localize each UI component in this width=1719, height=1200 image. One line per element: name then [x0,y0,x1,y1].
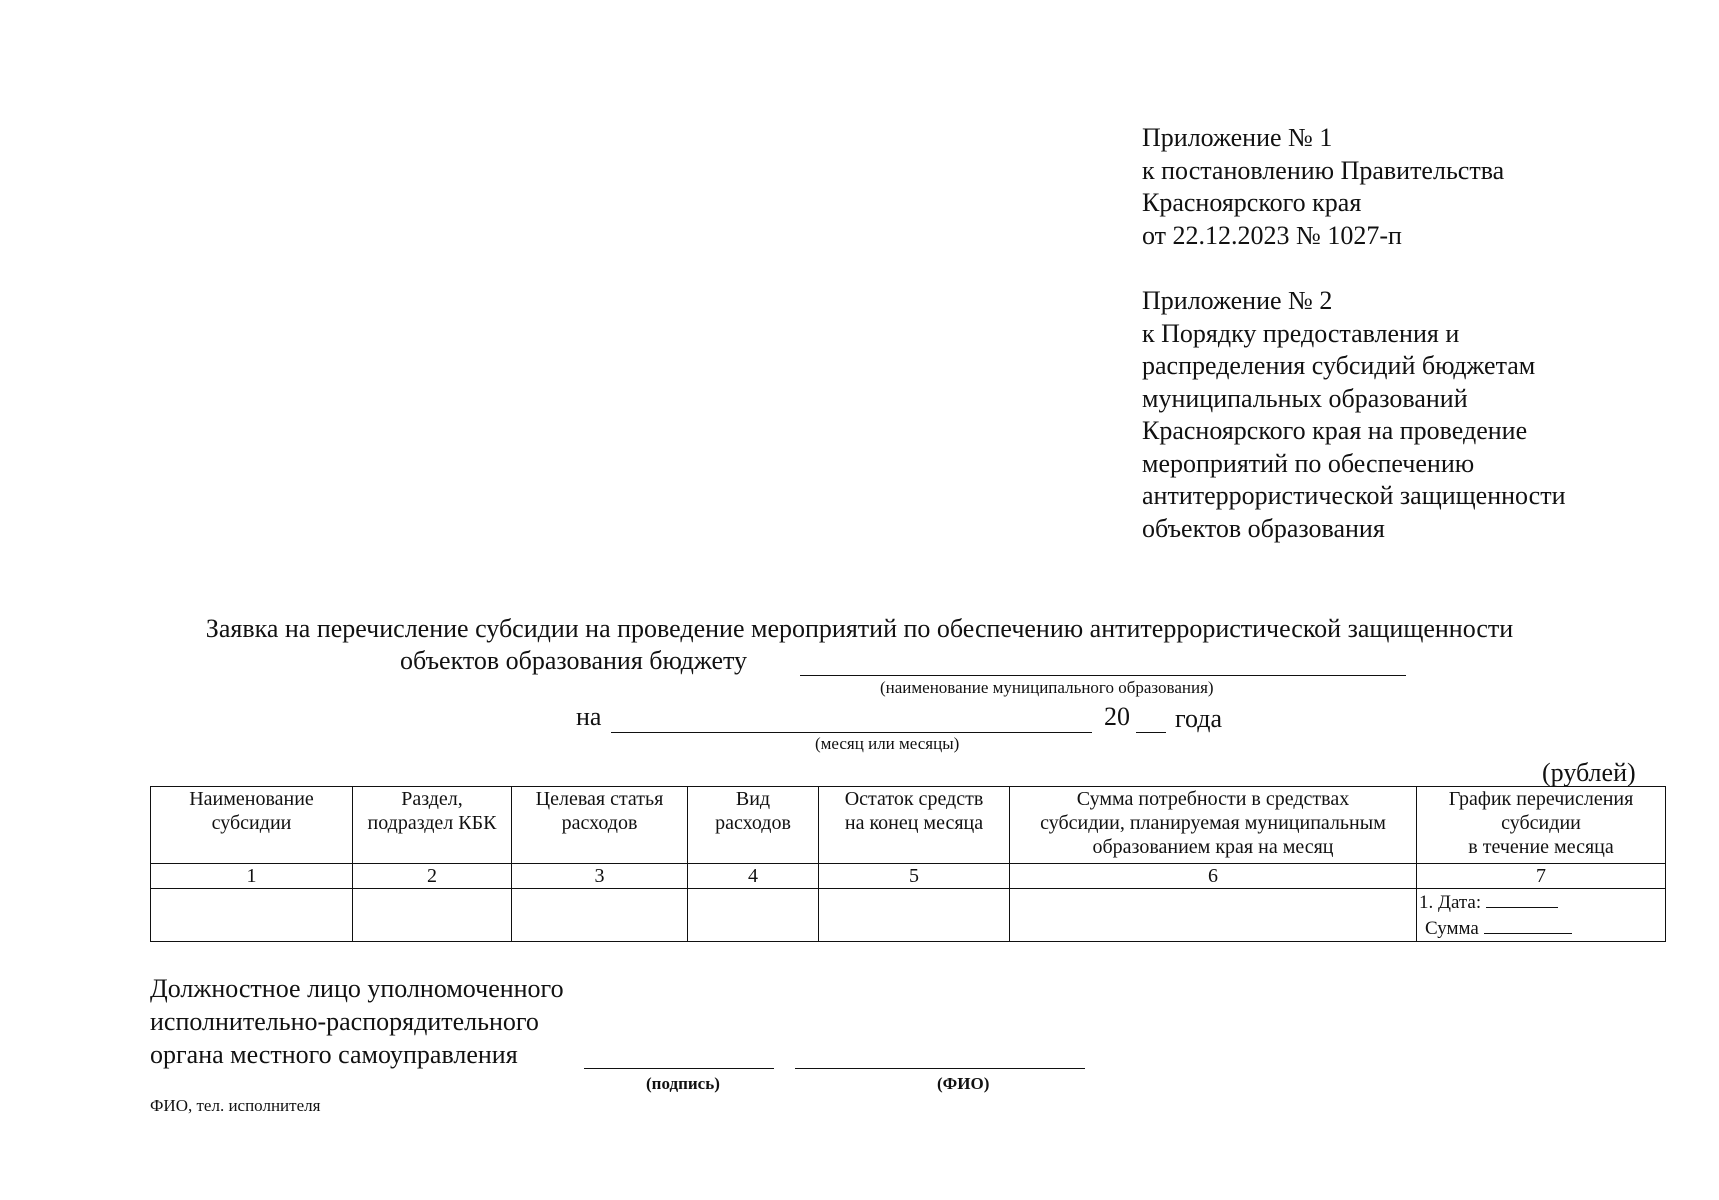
schedule-sum-field[interactable] [1484,915,1572,934]
header-demand-sum: Сумма потребности в средствах субсидии, планируемая муниципальным образованием края на месяц [1010,787,1417,864]
appendix-2-line: мероприятий по обеспечению [1142,448,1475,478]
appendix-2-line: Красноярского края на проведение [1142,416,1528,445]
column-number: 2 [353,864,512,889]
header-target-article: Целевая статья расходов [512,787,688,864]
appendix-2-line: объектов образования [1142,513,1385,543]
appendix-2-line: Приложение № 2 [1142,286,1333,315]
column-number: 1 [151,864,353,889]
schedule-date-field[interactable] [1486,889,1558,908]
schedule-date-label: 1. Дата: [1419,892,1482,913]
period-prefix: на [576,702,602,731]
appendix-2-line: распределения субсидий бюджетам [1142,351,1536,380]
full-name-hint: (ФИО) [937,1074,990,1093]
appendix-2-line: антитеррористической защищенности [1142,481,1566,510]
signature-field[interactable] [584,1068,774,1069]
appendix-2-block [1142,285,1566,545]
table-header-row [151,787,1666,864]
header-expense-type: Вид расходов [688,787,819,864]
signature-hint: (подпись) [646,1074,720,1093]
official-block [150,972,564,1071]
column-number: 4 [688,864,819,889]
header-balance: Остаток средств на конец месяца [819,787,1010,864]
column-number: 7 [1417,864,1666,889]
cell-subsidy-name[interactable] [151,889,353,942]
appendix-1-line: к постановлению Правительства [1142,155,1505,185]
table-number-row [151,864,1666,889]
official-line: органа местного самоуправления [150,1040,518,1069]
units-label: (рублей) [1542,758,1636,787]
municipality-name-field[interactable] [800,675,1406,676]
period-year-prefix: 20 [1104,702,1130,731]
executor-info-label: ФИО, тел. исполнителя [150,1096,321,1115]
column-number: 3 [512,864,688,889]
cell-kbk-section[interactable] [353,889,512,942]
official-line: исполнительно-распорядительного [150,1007,539,1036]
municipality-hint: (наименование муниципального образования) [880,678,1214,697]
cell-demand-sum[interactable] [1010,889,1417,942]
cell-expense-type[interactable] [688,889,819,942]
header-schedule: График перечисления субсидии в течение месяца [1417,787,1666,864]
appendix-1-line: Красноярского края [1142,188,1362,217]
subsidy-table [150,786,1666,942]
header-kbk-section: Раздел, подраздел КБК [353,787,512,864]
appendix-1-line: Приложение № 1 [1142,123,1333,152]
table-row [151,889,1666,942]
schedule-sum-label: Сумма [1425,918,1479,939]
appendix-1-block [1142,122,1504,252]
form-title: Заявка на перечисление субсидии на проведение мероприятий по обеспечению антитеррористической защищенности [205,614,1514,643]
full-name-field[interactable] [795,1068,1085,1069]
appendix-1-line: от 22.12.2023 № 1027-п [1142,220,1402,250]
appendix-2-line: муниципальных образований [1142,383,1468,413]
cell-balance[interactable] [819,889,1010,942]
appendix-2-line: к Порядку предоставления и [1142,318,1460,348]
column-number: 5 [819,864,1010,889]
header-subsidy-name: Наименование субсидии [151,787,353,864]
period-year-field[interactable] [1136,732,1166,733]
column-number: 6 [1010,864,1417,889]
cell-schedule[interactable] [1417,889,1666,942]
period-suffix: года [1175,704,1223,733]
period-hint: (месяц или месяцы) [815,734,960,753]
cell-target-article[interactable] [512,889,688,942]
period-month-field[interactable] [611,732,1092,733]
official-line: Должностное лицо уполномоченного [150,974,564,1003]
form-title-line2: объектов образования бюджету [400,646,748,675]
